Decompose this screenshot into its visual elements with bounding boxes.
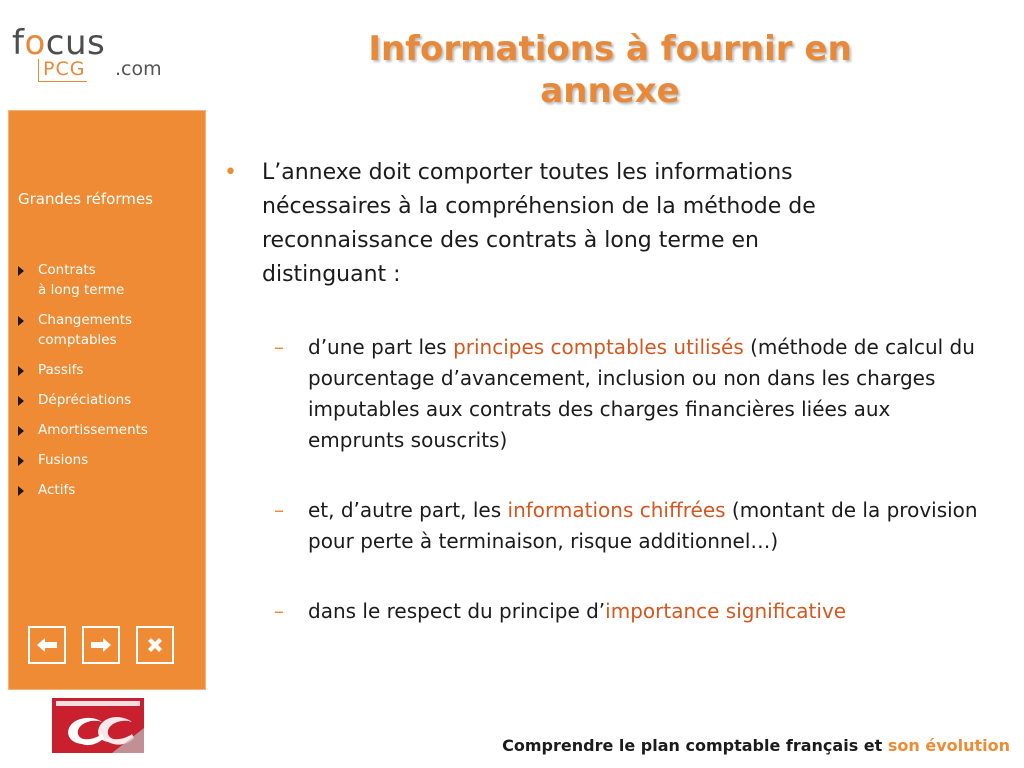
sidebar-item-fusions[interactable] [18, 450, 148, 470]
dash-icon: – [274, 599, 284, 623]
sidebar-item-label: Contrats à long terme [38, 262, 125, 298]
dash-icon: – [274, 498, 284, 522]
sub-text-before: dans le respect du principe d’ [308, 599, 606, 623]
logo-focus: focus [12, 23, 106, 63]
arrow-left-icon [36, 637, 58, 653]
close-icon [146, 636, 164, 654]
sidebar-item-label: Dépréciations [38, 392, 132, 408]
footer-accent: son évolution [887, 736, 1010, 755]
sidebar-item-changements[interactable] [18, 310, 148, 350]
sidebar [8, 110, 206, 690]
sub-bullets [222, 332, 1002, 627]
sidebar-item-label: Actifs [38, 482, 76, 498]
sub-bullet [222, 596, 988, 627]
oec-logo [52, 698, 144, 753]
footer-tagline [502, 736, 1010, 755]
triangle-right-icon [18, 396, 24, 406]
sub-text-highlight: principes comptables utilisés [453, 335, 744, 359]
triangle-right-icon [18, 426, 24, 436]
sub-bullet [222, 495, 988, 557]
sidebar-item-contrats[interactable] [18, 260, 148, 300]
logo-dotcom: .com [115, 58, 162, 80]
sidebar-item-actifs[interactable] [18, 480, 148, 500]
sidebar-item-label: Changements comptables [38, 312, 133, 348]
sidebar-item-label: Fusions [38, 452, 89, 468]
triangle-right-icon [18, 486, 24, 496]
sub-text-highlight: importance significative [605, 599, 847, 623]
sub-bullet [222, 332, 988, 456]
footer-text: Comprendre le plan comptable français et [502, 736, 888, 755]
sub-text-after: (montant de la provision pour perte à terminaison, risque additionnel…) [308, 498, 978, 553]
bullet-dot-icon: • [224, 160, 237, 185]
triangle-right-icon [18, 316, 24, 326]
main-bullet-text: L’annexe doit comporter toutes les informations nécessaires à la compréhension de la méthode de reconnaissance des contrats à long terme en distinguant : [262, 160, 816, 287]
focuspcg-logo [12, 23, 172, 86]
sidebar-item-passifs[interactable] [18, 360, 148, 380]
close-button[interactable] [136, 626, 174, 664]
sub-text-after: (méthode de calcul du pourcentage d’avancement, inclusion ou non dans les charges imputables aux contrats des charges financières liées aux emprunts souscrits) [308, 335, 975, 452]
sidebar-menu [18, 260, 148, 510]
sidebar-item-label: Passifs [38, 362, 84, 378]
sidebar-item-label: Amortissements [38, 422, 148, 438]
sidebar-item-depreciations[interactable] [18, 390, 148, 410]
previous-button[interactable] [28, 626, 66, 664]
sub-text-before: et, d’autre part, les [308, 498, 508, 522]
sub-text-before: d’une part les [308, 335, 454, 359]
sub-text-highlight: informations chiffrées [507, 498, 726, 522]
sidebar-section-title: Grandes réformes [18, 190, 153, 208]
sidebar-item-amortissements[interactable] [18, 420, 148, 440]
nav-buttons [28, 626, 174, 664]
arrow-right-icon [90, 637, 112, 653]
slide-title: Informations à fournir en annexe [368, 29, 852, 111]
next-button[interactable] [82, 626, 120, 664]
dash-icon: – [274, 335, 284, 359]
triangle-right-icon [18, 456, 24, 466]
triangle-right-icon [18, 266, 24, 276]
slide-content [222, 156, 1002, 666]
main-bullet [222, 156, 882, 292]
triangle-right-icon [18, 366, 24, 376]
logo-pcg: PCG [38, 59, 87, 82]
